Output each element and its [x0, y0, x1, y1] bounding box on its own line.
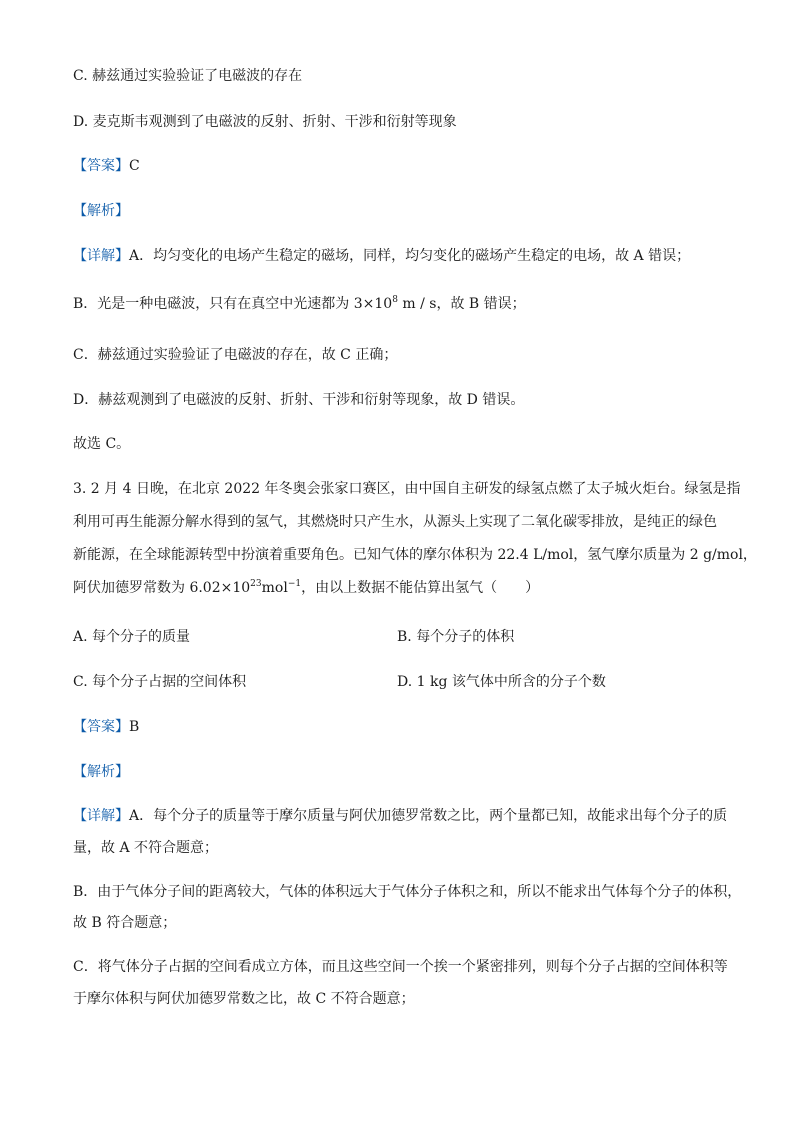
q3-option-b: B. 每个分子的体积: [397, 629, 515, 645]
answer-value: C: [129, 158, 140, 174]
answer-value: B: [129, 719, 140, 735]
formula-exponent: 8: [392, 295, 398, 305]
q2-detail-b: [73, 294, 526, 314]
speed-of-light-formula: [354, 296, 437, 312]
q2-detail-d: D．赫兹观测到了电磁波的反射、折射、干涉和衍射等现象，故 D 错误。: [73, 392, 525, 408]
q2-answer: [73, 156, 140, 176]
q3-stem-line-1: 3. 2 月 4 日晚，在北京 2022 年冬奥会张家口赛区，由中国自主研发的绿氢点燃了太子城火炬台。绿氢是指: [73, 481, 741, 497]
formula-unit-exponent: −1: [287, 579, 302, 589]
stem-line-4-before: 阿伏加德罗常数为: [73, 580, 190, 596]
detail-tag: 【详解】: [73, 808, 129, 824]
q3-detail-b-line-1: B．由于气体分子间的距离较大，气体的体积远大于气体分子体积之和，所以不能求出气体每个分子的体积，: [73, 884, 742, 900]
q3-option-a: A. 每个分子的质量: [73, 629, 191, 645]
q2-detail-c: C．赫兹通过实验验证了电磁波的存在，故 C 正确；: [73, 347, 398, 363]
detail-a-text: A．每个分子的质量等于摩尔质量与阿伏加德罗常数之比，两个量都已知，故能求出每个分子的质: [129, 808, 728, 824]
q2-detail-a: [73, 246, 690, 266]
detail-a-text: A．均匀变化的电场产生稳定的磁场，同样，均匀变化的磁场产生稳定的电场，故 A 错误；: [129, 248, 691, 264]
avogadro-formula: [189, 580, 301, 596]
q3-detail-b-line-2: 故 B 符合题意；: [73, 915, 177, 931]
q3-detail-c-line-2: 于摩尔体积与阿伏加德罗常数之比，故 C 不符合题意；: [73, 991, 415, 1007]
detail-tag: 【详解】: [73, 248, 129, 264]
q3-analysis-tag: 【解析】: [73, 764, 129, 780]
q3-stem-line-3: 新能源，在全球能源转型中扮演着重要角色。已知气体的摩尔体积为 22.4 L/mol，氢气摩尔质量为 2 g/mol，: [73, 547, 757, 563]
formula-exponent: 23: [250, 579, 262, 589]
answer-tag: 【答案】: [73, 719, 129, 735]
q2-analysis-tag: 【解析】: [73, 203, 129, 219]
q3-detail-a-line-1: [73, 806, 727, 826]
q3-answer: [73, 717, 139, 737]
stem-line-4-after: ，由以上数据不能估算出氢气（ ）: [301, 580, 540, 596]
formula-unit: m / s: [402, 296, 437, 312]
q3-detail-a-line-2: 量，故 A 不符合题意；: [73, 840, 219, 856]
q2-option-d: D. 麦克斯韦观测到了电磁波的反射、折射、干涉和衍射等现象: [73, 114, 457, 130]
q2-option-c: C. 赫兹通过实验验证了电磁波的存在: [73, 68, 303, 84]
detail-b-before: B．光是一种电磁波，只有在真空中光速都为: [73, 296, 354, 312]
answer-tag: 【答案】: [73, 158, 129, 174]
q3-stem-line-2: 利用可再生能源分解水得到的氢气，其燃烧时只产生水，从源头上实现了二氧化碳零排放，是纯正的绿色: [73, 514, 717, 530]
q3-detail-c-line-1: C．将气体分子占据的空间看成立方体，而且这些空间一个挨一个紧密排列，则每个分子占据的空间体积等: [73, 959, 728, 975]
q2-conclusion: 故选 C。: [73, 436, 131, 452]
formula-unit: mol: [261, 580, 288, 596]
q3-option-c: C. 每个分子占据的空间体积: [73, 674, 247, 690]
q3-stem-line-4: [73, 578, 539, 598]
formula-base: 3×10: [353, 296, 393, 312]
detail-b-after: ，故 B 错误；: [436, 296, 526, 312]
formula-base: 6.02×10: [189, 580, 251, 596]
q3-option-d: D. 1 kg 该气体中所含的分子个数: [397, 674, 606, 690]
